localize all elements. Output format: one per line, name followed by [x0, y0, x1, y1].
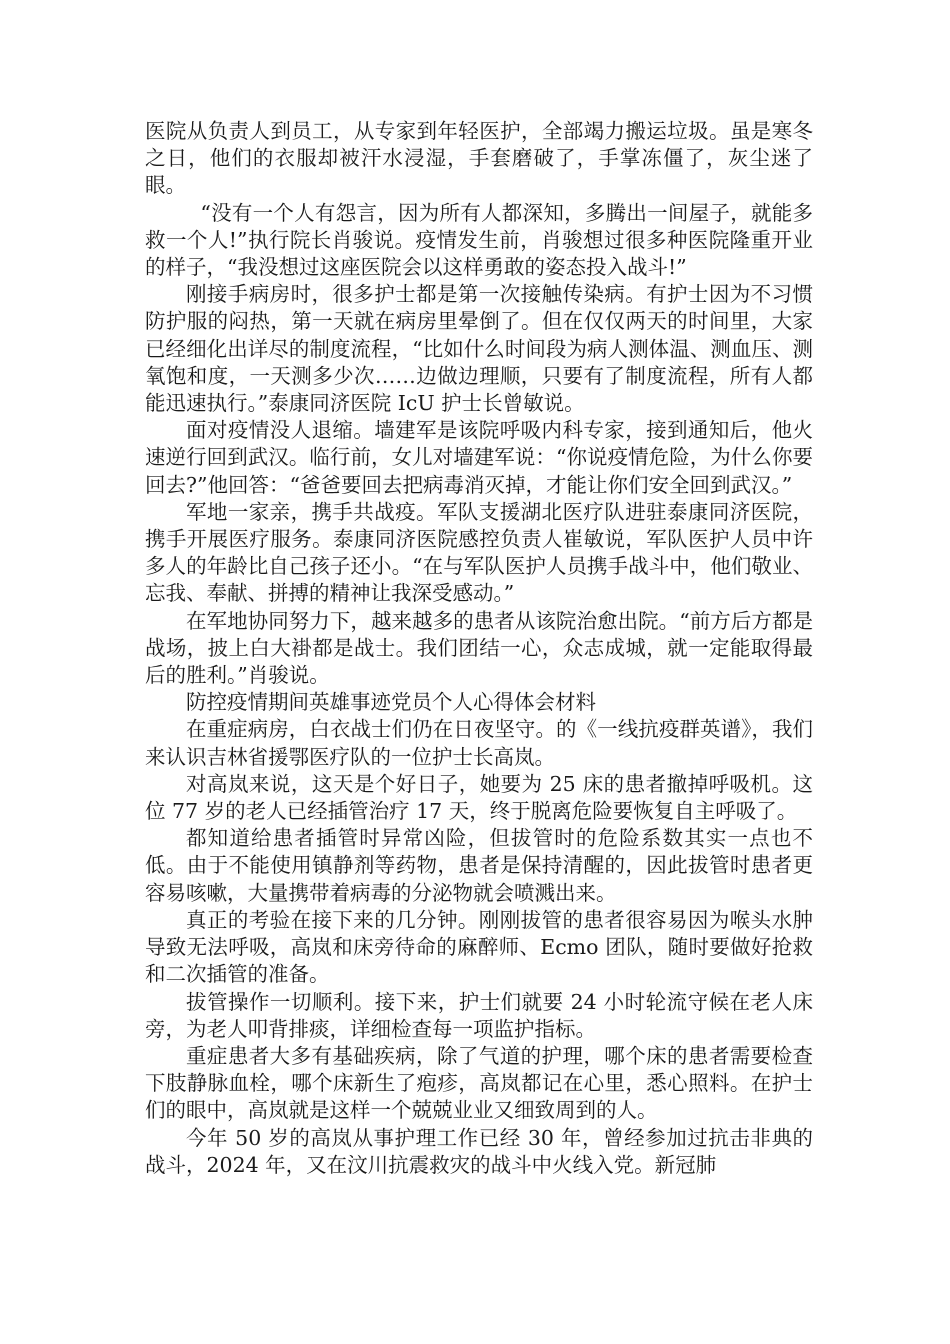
paragraph: 在军地协同努力下，越来越多的患者从该院治愈出院。“前方后方都是战场，披上白大褂都是战士。我们团结一心，众志成城，就一定能取得最后的胜利。”肖骏说。 [145, 608, 813, 688]
paragraph: 重症患者大多有基础疾病，除了气道的护理，哪个床的患者需要检查下肢静脉血栓，哪个床新生了疱疹，高岚都记在心里，悉心照料。在护士们的眼中，高岚就是这样一个兢兢业业又细致周到的人。 [145, 1043, 813, 1123]
paragraph: 医院从负责人到员工，从专家到年轻医护，全部竭力搬运垃圾。虽是寒冬之日，他们的衣服却被汗水浸湿，手套磨破了，手掌冻僵了，灰尘迷了眼。 [145, 119, 813, 198]
paragraph: 真正的考验在接下来的几分钟。刚刚拔管的患者很容易因为喉头水肿导致无法呼吸，高岚和床旁待命的麻醉师、Ecmo 团队，随时要做好抢救和二次插管的准备。 [145, 907, 813, 987]
paragraph: 拔管操作一切顺利。接下来，护士们就要 24 小时轮流守候在老人床旁，为老人叩背排痰，详细检查每一项监护指标。 [145, 989, 813, 1041]
paragraph: 军地一家亲，携手共战疫。军队支援湖北医疗队进驻泰康同济医院，携手开展医疗服务。泰康同济医院感控负责人崔敏说，军队医护人员中许多人的年龄比自己孩子还小。“在与军队医护人员携手战斗中，他们敬业、忘我、奉献、拼搏的精神让我深受感动。” [145, 499, 813, 606]
document-body [145, 118, 813, 1179]
paragraph: 刚接手病房时，很多护士都是第一次接触传染病。有护士因为不习惯防护服的闷热，第一天就在病房里晕倒了。但在仅仅两天的时间里，大家已经细化出详尽的制度流程，“比如什么时间段为病人测体温、测血压、测氧饱和度，一天测多少次……边做边理顺，只要有了制度流程，所有人都能迅速执行。”泰康同济医院 IcU 护士长曾敏说。 [145, 282, 813, 416]
paragraph: “没有一个人有怨言，因为所有人都深知，多腾出一间屋子，就能多救一个人!”执行院长肖骏说。疫情发生前，肖骏想过很多种医院隆重开业的样子，“我没想过这座医院会以这样勇敢的姿态投入战斗!” [145, 200, 813, 280]
paragraph: 今年 50 岁的高岚从事护理工作已经 30 年，曾经参加过抗击非典的战斗，2024 年，又在汶川抗震救灾的战斗中火线入党。新冠肺 [145, 1125, 813, 1177]
section-heading: 防控疫情期间英雄事迹党员个人心得体会材料 [186, 690, 596, 715]
paragraph: 对高岚来说，这天是个好日子，她要为 25 床的患者撤掉呼吸机。这位 77 岁的老人已经插管治疗 17 天，终于脱离危险要恢复自主呼吸了。 [145, 771, 813, 824]
paragraph: 在重症病房，白衣战士们仍在日夜坚守。的《一线抗疫群英谱》，我们来认识吉林省援鄂医疗队的一位护士长高岚。 [145, 717, 813, 769]
paragraph: 面对疫情没人退缩。墙建军是该院呼吸内科专家，接到通知后，他火速逆行回到武汉。临行前，女儿对墙建军说：“你说疫情危险，为什么你要回去?”他回答：“爸爸要回去把病毒消灭掉，才能让你们安全回到武汉。” [145, 418, 813, 497]
paragraph: 都知道给患者插管时异常凶险，但拔管时的危险系数其实一点也不低。由于不能使用镇静剂等药物，患者是保持清醒的，因此拔管时患者更容易咳嗽，大量携带着病毒的分泌物就会喷溅出来。 [145, 826, 813, 905]
